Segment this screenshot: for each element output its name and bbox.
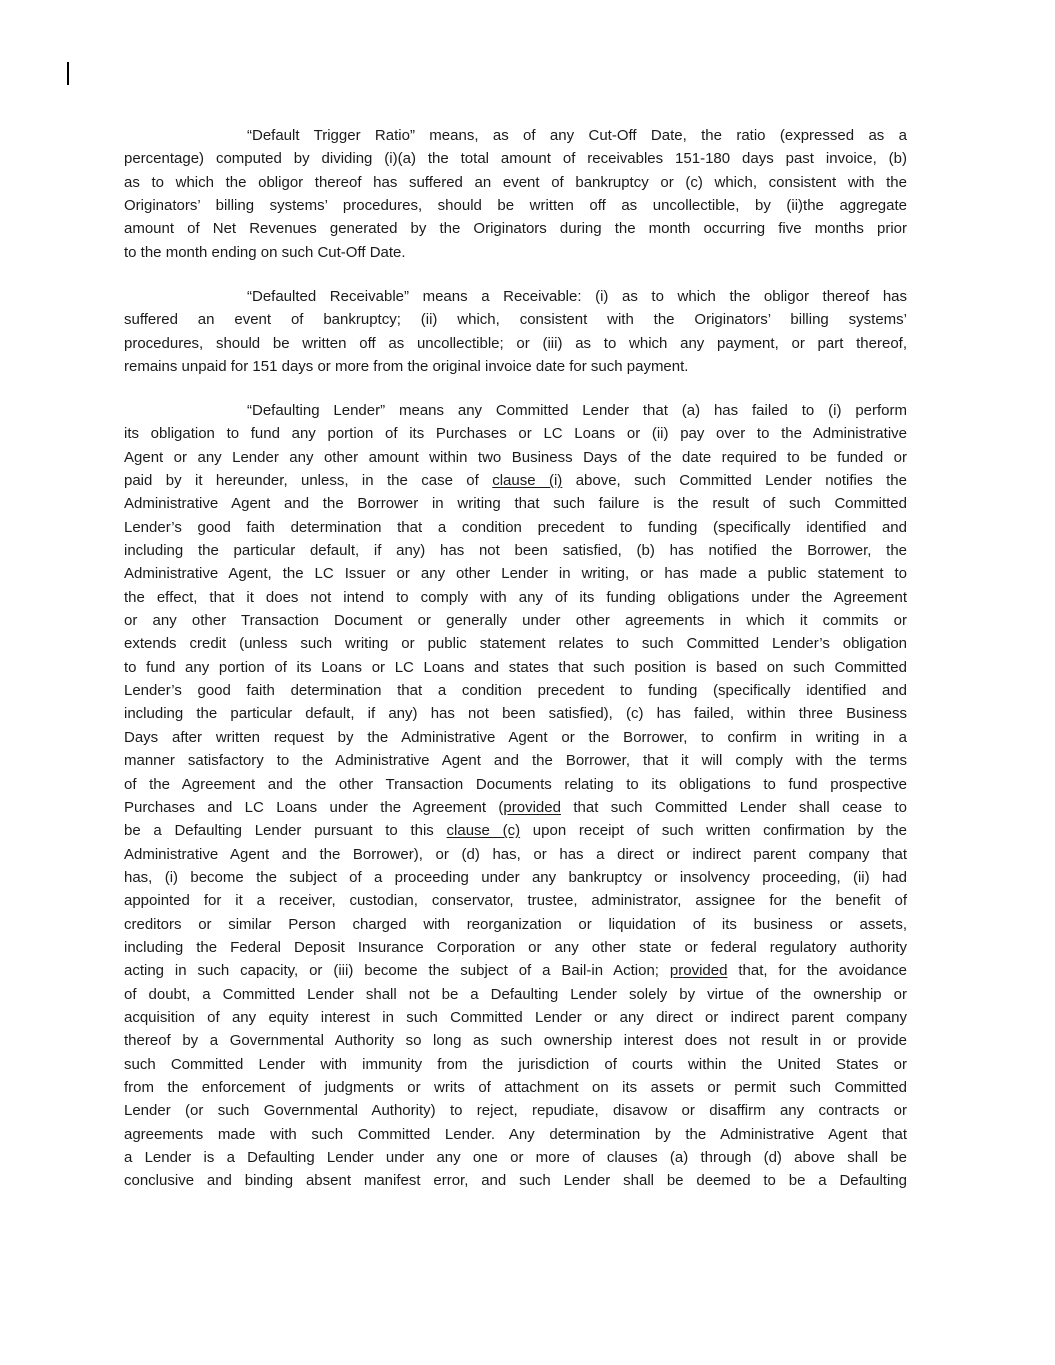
text-segment: remains unpaid for 151 days or more from the original invoice date for such payment. — [124, 358, 689, 376]
text-segment: conclusive and binding absent manifest error, and such Lender shall be deemed to be a Defaulting — [124, 1172, 907, 1190]
underlined-reference: provided — [503, 798, 561, 816]
text-segment: from the enforcement of judgments or writs of attachment on its assets or permit such Committed — [124, 1078, 907, 1096]
text-line — [124, 726, 907, 749]
text-line — [124, 1006, 907, 1029]
text-segment: Administrative Agent and the Borrower), or (d) has, or has a direct or indirect parent company that — [124, 845, 907, 863]
text-segment: Originators’ billing systems’ procedures, should be written off as uncollectible, by (ii)the aggregate — [124, 197, 907, 215]
text-line — [124, 422, 907, 445]
text-line — [124, 147, 907, 170]
text-segment: Administrative Agent, the LC Issuer or any other Lender in writing, or has made a public statement to — [124, 565, 907, 583]
text-segment: acquisition of any equity interest in such Committed Lender or any direct or indirect parent company — [124, 1008, 907, 1026]
text-line — [124, 866, 907, 889]
text-line — [124, 586, 907, 609]
text-segment: the effect, that it does not intend to comply with any of its funding obligations under the Agreement — [124, 588, 907, 606]
text-line — [124, 843, 907, 866]
text-segment: acting in such capacity, or (iii) become the subject of a Bail-in Action; — [124, 962, 670, 980]
text-segment: upon receipt of such written confirmation by the — [520, 822, 907, 840]
text-line — [124, 889, 907, 912]
text-segment: has, (i) become the subject of a proceeding under any bankruptcy or insolvency proceeding, (ii) had — [124, 868, 907, 886]
text-segment: “Defaulted Receivable” means a Receivable: (i) as to which the obligor thereof has — [247, 288, 907, 305]
text-line — [124, 516, 907, 539]
text-segment: its obligation to fund any portion of its Purchases or LC Loans or (ii) pay over to the Administrative — [124, 425, 907, 443]
underlined-reference: clause (i) — [492, 472, 563, 490]
text-line — [124, 492, 907, 515]
text-line — [124, 679, 907, 702]
text-line — [124, 749, 907, 772]
text-line — [124, 796, 907, 819]
text-segment: Lender’s good faith determination that a condition precedent to funding (specifically identified and — [124, 682, 907, 700]
definition-defaulting-lender — [124, 399, 907, 1193]
text-line — [124, 332, 907, 355]
text-line — [124, 124, 907, 147]
text-line — [124, 171, 907, 194]
text-segment: above, such Committed Lender notifies the — [562, 472, 907, 490]
text-line — [124, 1076, 907, 1099]
text-line — [124, 1169, 907, 1192]
text-line — [124, 983, 907, 1006]
text-segment: manner satisfactory to the Administrative Agent and the Borrower, that it will comply with the terms — [124, 752, 907, 770]
text-line — [124, 399, 907, 422]
text-segment: be a Defaulting Lender pursuant to this — [124, 822, 447, 840]
text-line — [124, 913, 907, 936]
text-line — [124, 446, 907, 469]
text-segment: to fund any portion of its Loans or LC Loans and states that such position is based on such Committed — [124, 658, 907, 676]
text-line — [124, 1029, 907, 1052]
text-segment: agreements made with such Committed Lender. Any determination by the Administrative Agent that — [124, 1125, 907, 1143]
text-segment: “Defaulting Lender” means any Committed Lender that (a) has failed to (i) perform — [247, 402, 907, 419]
text-segment: Purchases and LC Loans under the Agreement ( — [124, 798, 504, 816]
text-line — [124, 194, 907, 217]
text-segment: Administrative Agent and the Borrower in writing that such failure is the result of such Committed — [124, 495, 907, 513]
text-segment: including the Federal Deposit Insurance Corporation or any other state or federal regulatory authority — [124, 938, 907, 956]
text-segment: amount of Net Revenues generated by the Originators during the month occurring five months prior — [124, 220, 907, 238]
text-line — [124, 285, 907, 308]
text-segment: or any other Transaction Document or generally under other agreements in which it commits or — [124, 612, 907, 630]
text-line — [124, 936, 907, 959]
text-segment: appointed for it a receiver, custodian, conservator, trustee, administrator, assignee for the benefit of — [124, 892, 907, 910]
text-line — [124, 773, 907, 796]
text-line — [124, 469, 907, 492]
text-line — [124, 819, 907, 842]
text-segment: that such Committed Lender shall cease to — [560, 798, 907, 816]
text-line — [124, 355, 907, 378]
text-segment: percentage) computed by dividing (i)(a) the total amount of receivables 151-180 days past invoice, (b) — [124, 150, 907, 168]
text-line — [124, 632, 907, 655]
text-segment: that, for the avoidance — [727, 962, 907, 980]
text-line — [124, 217, 907, 240]
text-segment: of doubt, a Committed Lender shall not be a Defaulting Lender solely by virtue of the ownership or — [124, 985, 907, 1003]
text-line — [124, 959, 907, 982]
text-segment: as to which the obligor thereof has suffered an event of bankruptcy or (c) which, consistent with the — [124, 173, 907, 191]
text-cursor — [67, 62, 69, 85]
text-segment: Lender’s good faith determination that a condition precedent to funding (specifically identified and — [124, 518, 907, 536]
underlined-reference: provided — [669, 962, 728, 980]
text-segment: paid by it hereunder, unless, in the case of — [124, 472, 493, 490]
text-line — [124, 656, 907, 679]
definition-defaulted-receivable — [124, 285, 907, 378]
text-line — [124, 1146, 907, 1169]
text-segment: thereof by a Governmental Authority so long as such ownership interest does not result in or provide — [124, 1032, 907, 1050]
text-segment: Agent or any Lender any other amount within two Business Days of the date required to be funded or — [124, 448, 907, 466]
text-segment: extends credit (unless such writing or public statement relates to such Committed Lender’s obligation — [124, 635, 907, 653]
text-segment: a Lender is a Defaulting Lender under any one or more of clauses (a) through (d) above shall be — [124, 1149, 907, 1166]
text-segment: Days after written request by the Administrative Agent or the Borrower, to confirm in writing in a — [124, 728, 907, 746]
text-line — [124, 1099, 907, 1122]
text-line — [124, 241, 907, 264]
text-segment: “Default Trigger Ratio” means, as of any Cut-Off Date, the ratio (expressed as a — [247, 127, 907, 144]
text-segment: suffered an event of bankruptcy; (ii) which, consistent with the Originators’ billing systems’ — [124, 311, 907, 329]
text-line — [124, 1123, 907, 1146]
definition-default-trigger-ratio — [124, 124, 907, 264]
text-segment: such Committed Lender with immunity from the jurisdiction of courts within the United States or — [124, 1055, 907, 1073]
text-segment: creditors or similar Person charged with reorganization or liquidation of its business or assets, — [124, 915, 907, 933]
text-line — [124, 702, 907, 725]
text-line — [124, 609, 907, 632]
text-segment: to the month ending on such Cut-Off Date. — [124, 243, 406, 261]
text-line — [124, 1053, 907, 1076]
text-segment: including the particular default, if any) has not been satisfied, (b) has notified the Borrower, the — [124, 542, 907, 560]
text-segment: Lender (or such Governmental Authority) to reject, repudiate, disavow or disaffirm any contracts or — [124, 1102, 907, 1120]
text-segment: including the particular default, if any) has not been satisfied), (c) has failed, within three Business — [124, 705, 907, 723]
text-segment: of the Agreement and the other Transaction Documents relating to its obligations to fund prospective — [124, 775, 907, 793]
text-segment: procedures, should be written off as uncollectible; or (iii) as to which any payment, or part thereof, — [124, 334, 907, 352]
text-line — [124, 539, 907, 562]
text-line — [124, 562, 907, 585]
underlined-reference: clause (c) — [446, 822, 521, 840]
text-line — [124, 308, 907, 331]
